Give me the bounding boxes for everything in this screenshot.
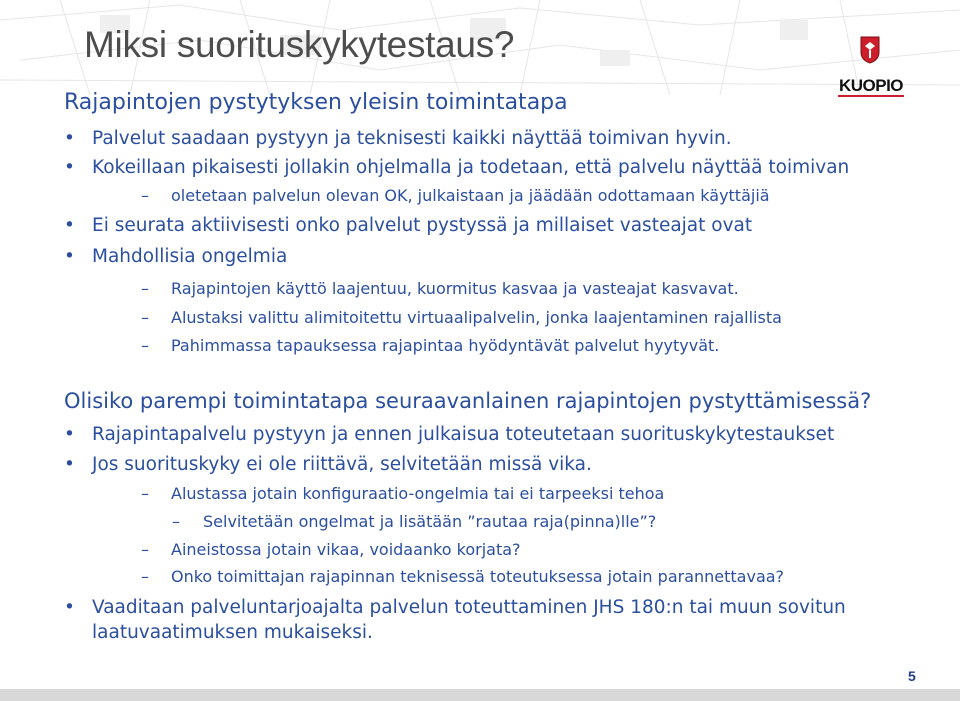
footer-bar bbox=[0, 689, 960, 701]
sub-bullet-text: Alustassa jotain konfiguraatio-ongelmia tai ei tarpeeksi tehoa bbox=[171, 484, 665, 503]
bullet-text-continuation: laatuvaatimuksen mukaiseksi. bbox=[92, 622, 373, 643]
kuopio-logo bbox=[836, 36, 906, 100]
bullet-icon: • bbox=[64, 424, 75, 445]
bullet-icon: • bbox=[64, 597, 75, 618]
dash-icon: – bbox=[141, 308, 149, 327]
dash-icon: – bbox=[141, 484, 149, 503]
bullet-icon: • bbox=[64, 215, 75, 236]
section-heading-1: Rajapintojen pystytyksen yleisin toimintatapa bbox=[64, 90, 568, 115]
sub-bullet-text: Aineistossa jotain vikaa, voidaanko korjata? bbox=[171, 540, 521, 559]
bullet-text: Kokeillaan pikaisesti jollakin ohjelmalla ja todetaan, että palvelu näyttää toimivan bbox=[92, 157, 850, 178]
page-number: 5 bbox=[908, 668, 916, 684]
bullet-text: Palvelut saadaan pystyyn ja teknisesti kaikki näyttää toimivan hyvin. bbox=[92, 128, 732, 149]
city-crest-icon bbox=[860, 36, 880, 64]
bullet-icon: • bbox=[64, 128, 75, 149]
slide-title: Miksi suorituskykytestaus? bbox=[84, 24, 515, 65]
dash-icon: – bbox=[141, 186, 149, 205]
bullet-text: Jos suorituskyky ei ole riittävä, selvitetään missä vika. bbox=[92, 454, 592, 475]
sub-bullet-text: Pahimmassa tapauksessa rajapintaa hyödyntävät palvelut hyytyvät. bbox=[171, 336, 720, 355]
dash-icon: – bbox=[141, 567, 149, 586]
logo-wordmark: KUOPIO bbox=[838, 76, 904, 95]
dash-icon: – bbox=[141, 279, 149, 298]
section-heading-2: Olisiko parempi toimintatapa seuraavanlainen rajapintojen pystyttämisessä? bbox=[64, 389, 872, 413]
sub-bullet-text: Alustaksi valittu alimitoitettu virtuaalipalvelin, jonka laajentaminen rajallista bbox=[171, 308, 782, 327]
sub-bullet-text: Onko toimittajan rajapinnan teknisessä toteutuksessa jotain parannettavaa? bbox=[171, 567, 785, 586]
dash-icon: – bbox=[172, 512, 180, 531]
bullet-icon: • bbox=[64, 246, 75, 267]
bullet-icon: • bbox=[64, 454, 75, 475]
logo-underline bbox=[838, 95, 904, 97]
bullet-text: Rajapintapalvelu pystyyn ja ennen julkaisua toteutetaan suorituskykytestaukset bbox=[92, 424, 835, 445]
dash-icon: – bbox=[141, 336, 149, 355]
bullet-text: Ei seurata aktiivisesti onko palvelut pystyssä ja millaiset vasteajat ovat bbox=[92, 215, 753, 236]
sub-bullet-text: oletetaan palvelun olevan OK, julkaistaan ja jäädään odottamaan käyttäjiä bbox=[171, 186, 770, 205]
bullet-text: Vaaditaan palveluntarjoajalta palvelun toteuttaminen JHS 180:n tai muun sovitun bbox=[92, 597, 846, 618]
dash-icon: – bbox=[141, 540, 149, 559]
sub-sub-bullet-text: Selvitetään ongelmat ja lisätään ”rautaa raja(pinna)lle”? bbox=[203, 512, 657, 531]
bullet-text: Mahdollisia ongelmia bbox=[92, 246, 288, 267]
sub-bullet-text: Rajapintojen käyttö laajentuu, kuormitus kasvaa ja vasteajat kasvavat. bbox=[171, 279, 739, 298]
bullet-icon: • bbox=[64, 157, 75, 178]
